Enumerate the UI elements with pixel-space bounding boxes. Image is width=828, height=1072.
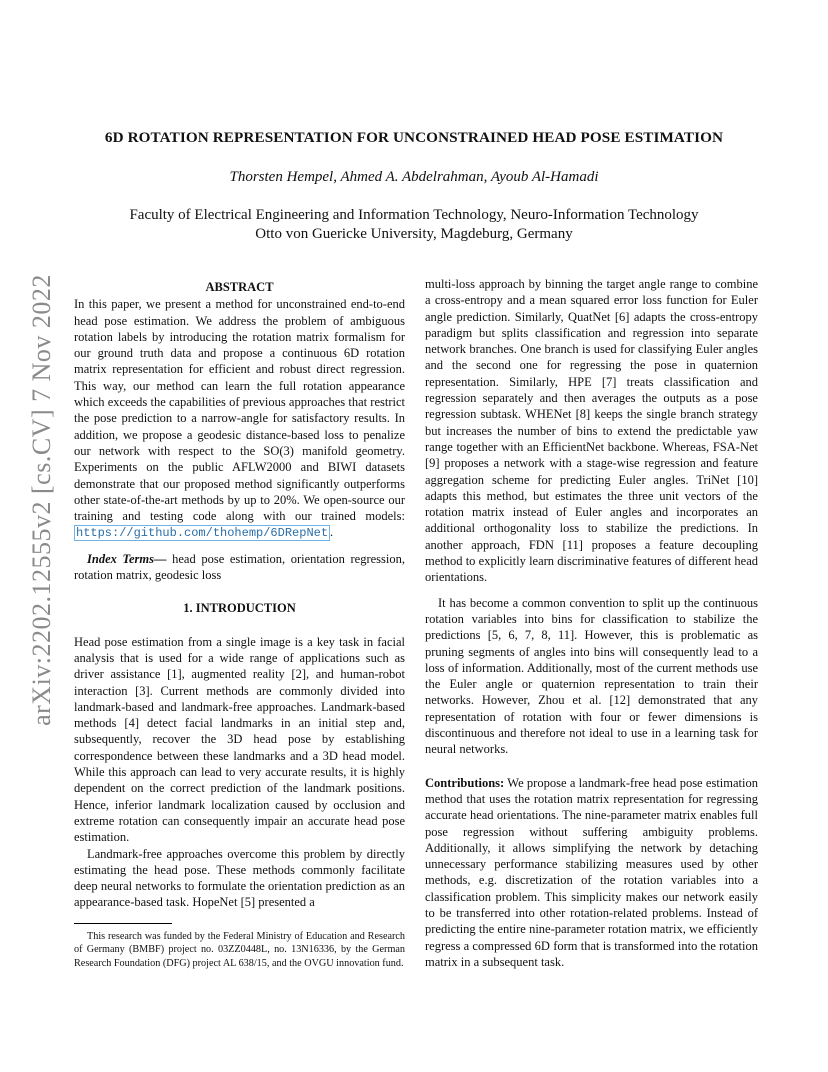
introduction-paragraph-2: Landmark-free approaches overcome this problem by directly estimating the head pose. These methods commonly facilitate deep neural networks to formulate the orientation prediction as an appearance-based task. HopeNet [5] presented a	[74, 846, 405, 910]
affiliation-line-1: Faculty of Electrical Engineering and Information Technology, Neuro-Information Technology	[129, 207, 699, 223]
abstract-end: .	[330, 525, 334, 540]
contributions-label: Contributions:	[425, 775, 505, 790]
affiliation-line-2: Otto von Guericke University, Magdeburg, Germany	[255, 226, 573, 242]
introduction-heading: 1. INTRODUCTION	[183, 601, 296, 616]
github-link[interactable]: https://github.com/thohemp/6DRepNet	[76, 526, 329, 541]
abstract-heading: ABSTRACT	[205, 280, 274, 294]
bins-paragraph: It has become a common convention to split up the continuous rotation variables into bins for classification to stabilize the predictions [5, 6, 7, 8, 11]. However, this is problematic as pruning segments of angles into bins will consequently lead to a loss of information. Additionally, most of the current methods use the Euler angle or quaternion representation to train their networks. However, Zhou et al. [12] demonstrated that any representation of rotation with four or fewer dimensions is discontinuous and therefore not ideal to use in a learning task for neural networks.	[425, 595, 758, 757]
footnote	[74, 930, 405, 970]
right-column	[425, 276, 758, 970]
abstract-body: In this paper, we present a method for unconstrained end-to-end head pose estimation. We address the problem of ambiguous rotation labels by introducing the rotation matrix formalism for our ground truth data and propose a continuous 6D rotation matrix representation for efficient and robust direct regression. This way, our method can learn the full rotation appearance which exceeds the capabilities of previous approaches that restrict the pose prediction to a narrow-angle for satisfactory results. In addition, we propose a geodesic distance-based loss to penalize our network with respect to the SO(3) manifold geometry. Experiments on the public AFLW2000 and BIWI datasets demonstrate that our proposed method significantly outperforms other state-of-the-art methods by up to 20%. We open-source our training and testing code along with our trained models:	[74, 297, 405, 524]
related-work-paragraph: multi-loss approach by binning the target angle range to combine a cross-entropy and a mean squared error loss function for Euler angle prediction. Similarly, QuatNet [6] adapts the cross-entropy paradigm but splits classification and regression into separate network branches. One branch is used for classifying Euler angles and the second one for regressing the pose in quaternion representation. Similarly, HPE [7] treats classification and regression separately and then averages the outputs as a pose regression subtask. WHENet [8] keeps the single branch strategy but increases the number of bins to extend the predictable yaw range together with an EfficientNet backbone. Whereas, FSA-Net [9] proposes a network with a stage-wise regression and feature aggregation scheme for predicting Euler angles. TriNet [10] adapts this method, but estimates the three unit vectors of the rotation matrix instead of Euler angles and incorporates an additional orthogonality loss to stabilize the predictions. In another approach, FDN [11] proposes a feature decoupling method to explicitly learn discriminative features of different head orientations.	[425, 277, 758, 585]
affiliation	[0, 206, 828, 244]
abstract-text	[74, 296, 405, 541]
contributions-paragraph	[425, 775, 758, 971]
left-column	[74, 279, 405, 911]
introduction-paragraph-1: Head pose estimation from a single image is a key task in facial analysis that is used for a wide range of applications such as driver assistance [1], augmented reality [2], and human-robot interaction [3]. Current methods are commonly divided into landmark-based and landmark-free approaches. Landmark-based methods [4] detect facial landmarks in an initial step and, subsequently, recover the 3D head pose by establishing correspondence between these landmarks and a 3D head model. While this approach can lead to very accurate results, it is highly dependent on the correct prediction of the landmark positions. Hence, inferior landmark localization caused by occlusion and extreme rotation can consequently impair an accurate head pose estimation.	[74, 634, 405, 845]
footnote-rule	[74, 923, 172, 924]
index-terms	[74, 551, 405, 584]
contributions-text: We propose a landmark-free head pose estimation method that uses the rotation matrix representation for regressing accurate head orientations. The nine-parameter matrix enables full pose regression without suffering ambiguity problems. Additionally, it allows simplifying the network by detaching unnecessary performance stabilizing measures used by other methods, e.g. discretization of the rotation variables into a classification problem. This simplicity makes our network easily to be transferred into other rotation-related problems. Instead of predicting the entire nine-parameter rotation matrix, we efficiently regress a compressed 6D form that is transformed into the rotation matrix in a subsequent task.	[425, 775, 758, 969]
index-terms-text: head pose estimation, orientation regression, rotation matrix, geodesic loss	[74, 551, 405, 583]
arxiv-identifier: arXiv:2202.12555v2 [cs.CV] 7 Nov 2022	[27, 274, 56, 726]
arxiv-sidebar	[24, 274, 60, 726]
footnote-text: This research was funded by the Federal Ministry of Education and Research of Germany (BMBF) project no. 03ZZ0448L, no. 13N16336, by the German Research Foundation (DFG) project AL 638/15, and the OVGU innovation fund.	[74, 931, 405, 969]
paper-title: 6D ROTATION REPRESENTATION FOR UNCONSTRAINED HEAD POSE ESTIMATION	[104, 129, 724, 146]
author-list: Thorsten Hempel, Ahmed A. Abdelrahman, Ayoub Al-Hamadi	[229, 169, 599, 185]
index-terms-label: Index Terms—	[87, 551, 167, 566]
